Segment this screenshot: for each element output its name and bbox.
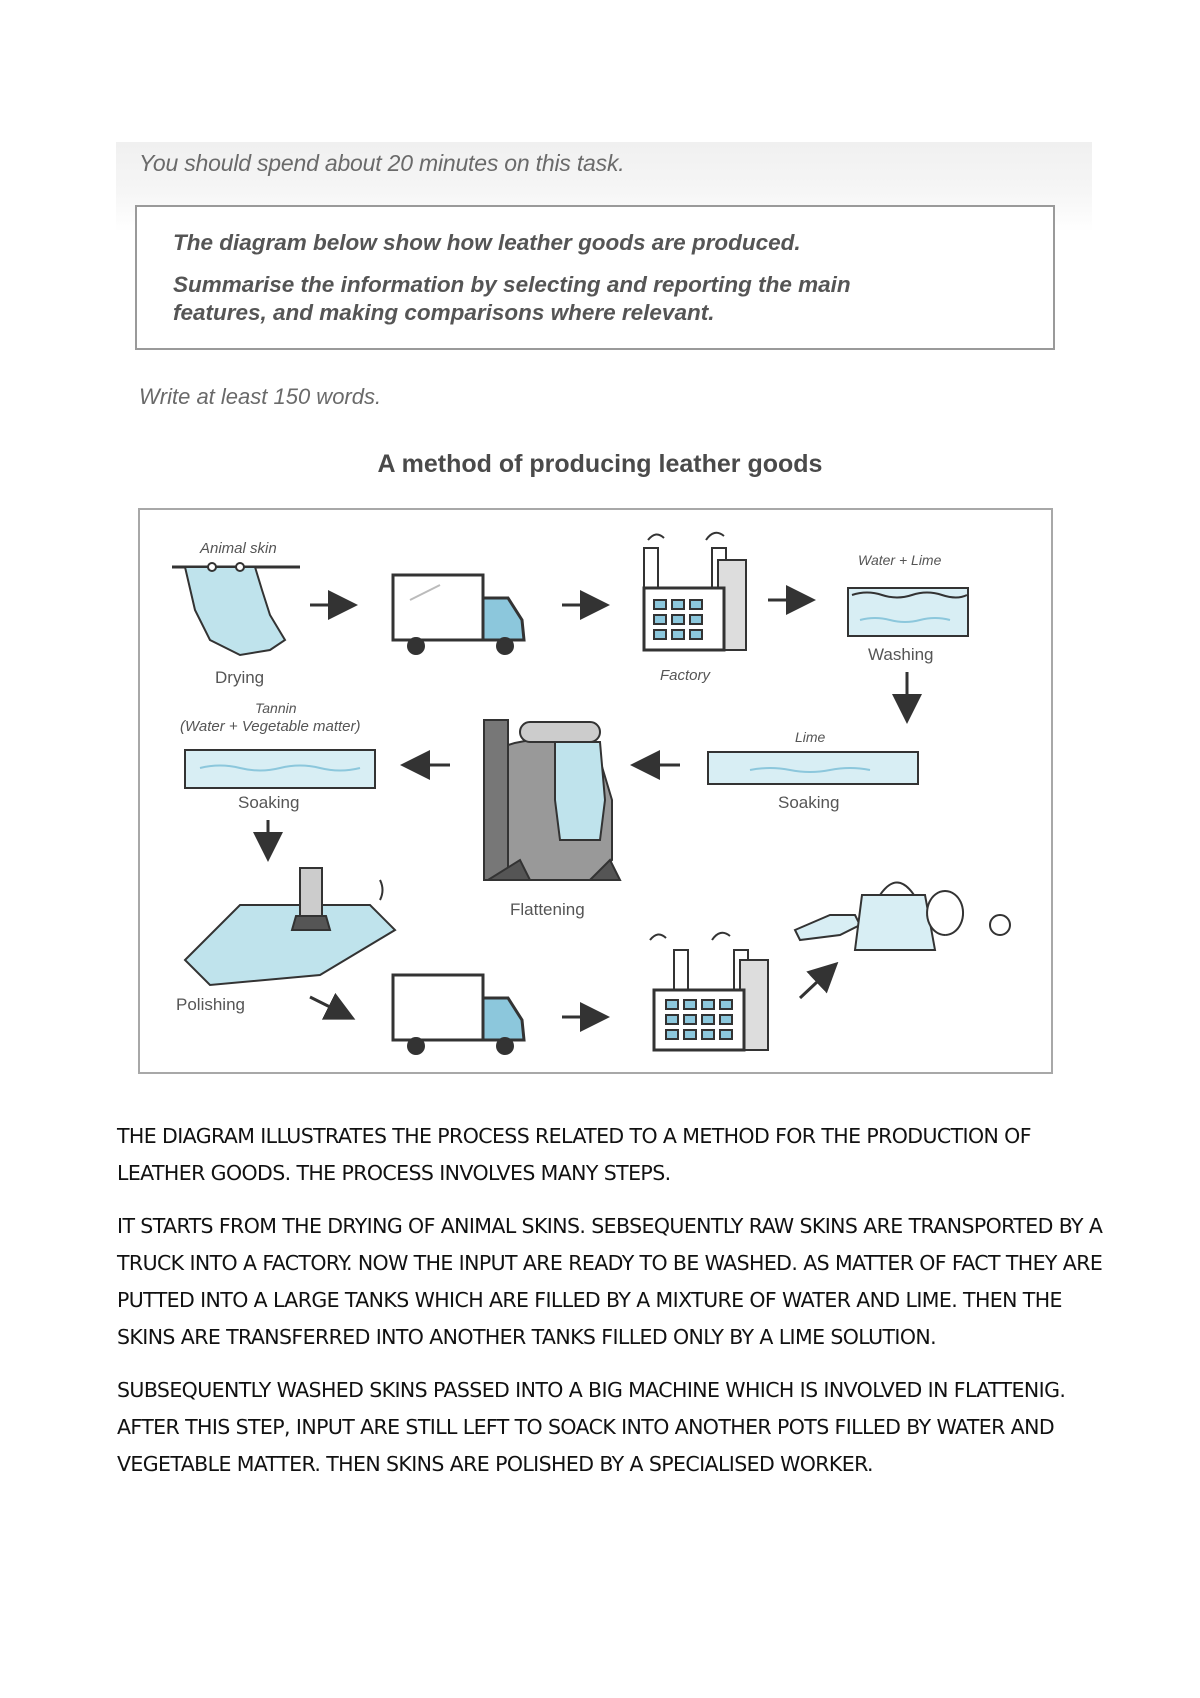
flattening-machine-icon [484, 720, 620, 880]
drying-icon [172, 563, 300, 655]
label-lime: Lime [795, 729, 826, 745]
label-drying: Drying [215, 668, 265, 687]
label-animal-skin: Animal skin [200, 540, 277, 557]
truck-icon [393, 575, 524, 654]
washing-tank-icon [848, 588, 968, 636]
polishing-icon [185, 868, 395, 985]
diagram-title: A method of producing leather goods [377, 450, 823, 478]
arrow-10 [800, 966, 834, 998]
task-line-2: Summarise the information by selecting and reporting the main [173, 272, 851, 297]
label-soaking-right: Soaking [778, 793, 840, 812]
arrow-8 [310, 997, 350, 1017]
factory-icon [644, 533, 746, 650]
essay-text [117, 1118, 1107, 1499]
label-flattening: Flattening [510, 900, 585, 919]
label-washing: Washing [868, 645, 934, 664]
label-soaking-left: Soaking [238, 793, 300, 812]
lime-soaking-tank-icon [708, 752, 918, 784]
leather-goods-icon [795, 883, 1010, 951]
truck-icon [393, 975, 524, 1054]
task-line-1: The diagram below show how leather goods are produced. [173, 230, 801, 255]
label-tannin-detail: (Water + Vegetable matter) [180, 718, 361, 735]
task-line-3: features, and making comparisons where relevant. [173, 300, 715, 325]
label-tannin: Tannin [255, 700, 297, 716]
essay-paragraph-1: THE DIAGRAM ILLUSTRATES THE PROCESS RELATED TO A METHOD FOR THE PRODUCTION OF LEATHER GOODS. THE PROCESS INVOLVES MANY STEPS. [117, 1124, 1031, 1185]
factory-icon [650, 933, 768, 1050]
essay-paragraph-3: SUBSEQUENTLY WASHED SKINS PASSED INTO A BIG MACHINE WHICH IS INVOLVED IN FLATTENIG. AFTER THIS STEP, INPUT ARE STILL LEFT TO SOACK INTO ANOTHER POTS FILLED BY WATER AND VEGETABLE MATTER. THEN SKINS ARE POLISHED BY A SPECIALISED WORKER. [117, 1378, 1066, 1476]
tannin-soaking-tank-icon [185, 750, 375, 788]
label-water-lime: Water + Lime [858, 552, 942, 568]
label-factory: Factory [660, 667, 711, 684]
word-count-instruction: Write at least 150 words. [139, 384, 382, 409]
essay-paragraph-2: IT STARTS FROM THE DRYING OF ANIMAL SKINS. SEBSEQUENTLY RAW SKINS ARE TRANSPORTED BY A TRUCK INTO A FACTORY. NOW THE INPUT ARE READY TO BE WASHED. AS MATTER OF FACT THEY ARE PUTTED INTO A LARGE TANKS WHICH ARE FILLED BY A MIXTURE OF WATER AND LIME. THEN THE SKINS ARE TRANSFERRED INTO ANOTHER TANKS FILLED ONLY BY A LIME SOLUTION. [117, 1214, 1103, 1349]
time-instruction: You should spend about 20 minutes on this task. [139, 150, 625, 176]
label-polishing: Polishing [176, 995, 245, 1014]
